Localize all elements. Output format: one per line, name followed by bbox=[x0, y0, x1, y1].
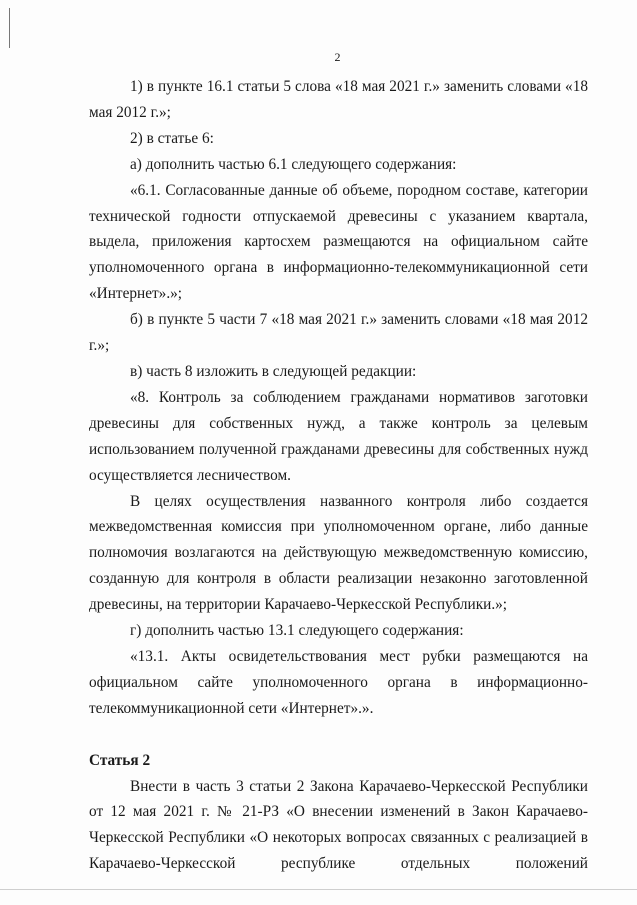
paragraph-subitem-g: г) дополнить частью 13.1 следующего содержания: bbox=[130, 622, 464, 640]
scan-bottom-edge bbox=[0, 889, 637, 890]
article-heading: Статья 2 bbox=[89, 751, 151, 769]
paragraph-subitem-v: в) часть 8 изложить в следующей редакции: bbox=[130, 362, 417, 380]
document-body bbox=[89, 74, 588, 877]
article-2-paragraph: Внести в часть 3 статьи 2 Закона Карачаево-Черкесской Республики от 12 мая 2021 г. № 21-РЗ «О внесении изменений в Закон Карачаево-Черкесской Республики «О некоторых вопросах связанных с реализацией в Карачаево-Черкесской республике отдельных положений bbox=[89, 777, 588, 873]
page-number: 2 bbox=[334, 50, 341, 64]
scan-edge-mark bbox=[9, 8, 10, 48]
paragraph-item-1: 1) в пункте 16.1 статьи 5 слова «18 мая 2021 г.» заменить словами «18 мая 2012 г.»; bbox=[89, 78, 588, 121]
paragraph-subitem-b: б) в пункте 5 части 7 «18 мая 2021 г.» заменить словами «18 мая 2012 г.»; bbox=[89, 311, 588, 355]
paragraph-quote-6-1: «6.1. Согласованные данные об объеме, породном составе, категории технической годности отпускаемой древесины с указанием квартала, выдела, приложения картосхем размещаются на официальном сайте уполномоченного органа в информационно-телекоммуникационной сети «Интернет».»; bbox=[89, 181, 588, 303]
paragraph-quote-13-1: «13.1. Акты освидетельствования мест рубки размещаются на официальном сайте уполномоченного органа в информационно-телекоммуникационной сети «Интернет».». bbox=[89, 647, 588, 717]
paragraph-quote-8: «8. Контроль за соблюдением гражданами нормативов заготовки древесины для собственных нужд, а также контроль за целевым использованием полученной гражданами древесины для собственных нужд осуществляется лесничеством. bbox=[89, 388, 588, 484]
paragraph-subitem-a: а) дополнить частью 6.1 следующего содержания: bbox=[130, 155, 457, 173]
paragraph-item-2: 2) в статье 6: bbox=[130, 129, 214, 147]
paragraph-commission: В целях осуществления названного контроля либо создается межведомственная комиссия при уполномоченном органе, либо данные полномочия возлагаются на действующую межведомственную комиссию, созданную для контроля в области реализации незаконно заготовленной древесины, на территории Карачаево-Черкесской Республики.»; bbox=[89, 492, 588, 614]
